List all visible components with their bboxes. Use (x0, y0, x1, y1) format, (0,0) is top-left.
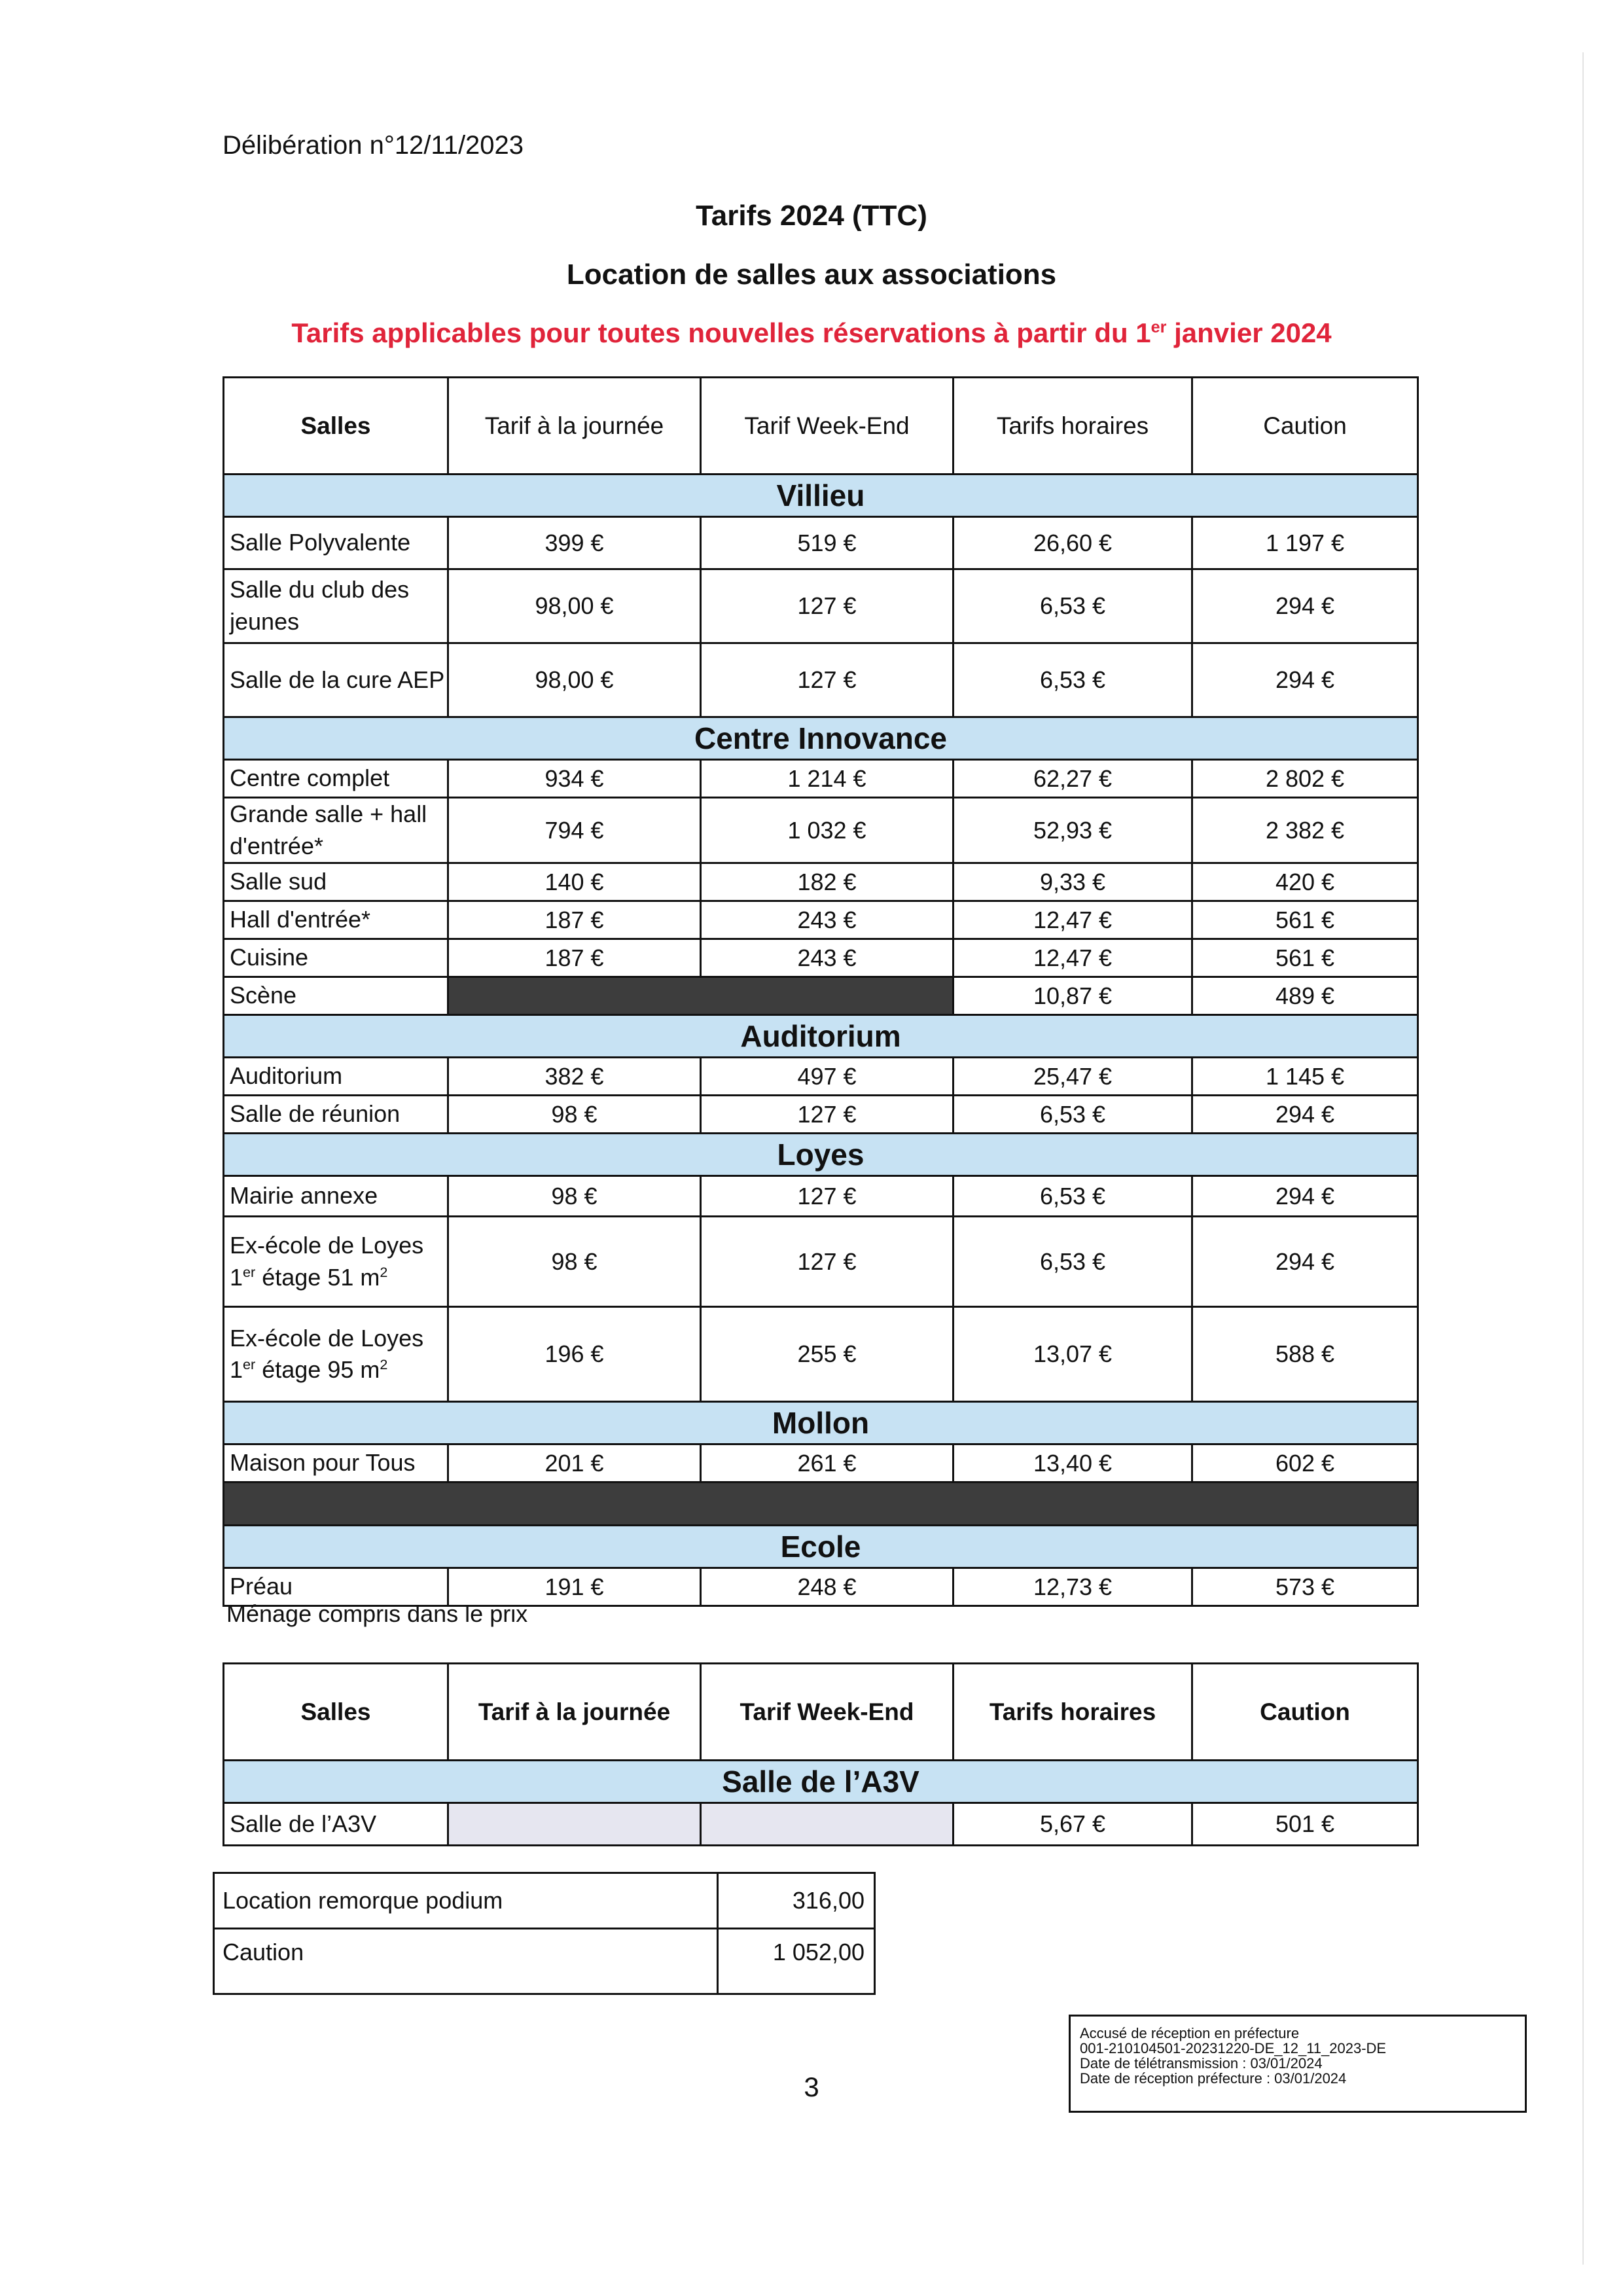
table-row (214, 1929, 875, 1994)
page-number: 3 (804, 2072, 819, 2102)
cell-horaire: 12,47 € (954, 901, 1192, 939)
cell-salle: Centre complet (224, 760, 448, 798)
cell-salle: Maison pour Tous (224, 1444, 448, 1482)
col-header-horaires: Tarifs horaires (954, 1664, 1192, 1761)
a3v-table (223, 1662, 1419, 1846)
table-row (224, 798, 1418, 863)
cell-weekend: 1 214 € (701, 760, 954, 798)
section-header-a3v: Salle de l’A3V (224, 1761, 1418, 1803)
cell-weekend: 127 € (701, 569, 954, 643)
table-row (224, 1803, 1418, 1846)
cell-salle: Auditorium (224, 1058, 448, 1096)
cell-weekend: 519 € (701, 517, 954, 569)
blacked-out-cell (224, 1482, 1418, 1526)
cell-journee: 201 € (448, 1444, 701, 1482)
table-row (224, 569, 1418, 643)
cell-caution: 2 382 € (1192, 798, 1418, 863)
cell-horaire: 5,67 € (954, 1803, 1192, 1846)
col-header-salles: Salles (224, 378, 448, 475)
cell-journee: 98,00 € (448, 643, 701, 717)
cell-horaire: 6,53 € (954, 1217, 1192, 1307)
table-row (224, 977, 1418, 1015)
cell-salle: Ex-école de Loyes 1er étage 95 $m^2$ (224, 1307, 448, 1402)
section-header-mollon: Mollon (224, 1402, 1418, 1444)
cell-caution: 420 € (1192, 863, 1418, 901)
table-header-row (224, 378, 1418, 475)
cell-journee: 191 € (448, 1568, 701, 1606)
cell-salle: Scène (224, 977, 448, 1015)
cell-journee (448, 1803, 701, 1846)
cell-salle: Salle Polyvalente (224, 517, 448, 569)
stamp-line: Date de réception préfecture : 03/01/2024 (1080, 2070, 1347, 2087)
cell-weekend: 248 € (701, 1568, 954, 1606)
cell-journee: 98 € (448, 1217, 701, 1307)
table-row (224, 1444, 1418, 1482)
blacked-out-row (224, 1482, 1418, 1526)
col-header-journee: Tarif à la journée (448, 378, 701, 475)
cell-caution: 294 € (1192, 1217, 1418, 1307)
remorque-caution-label: Caution (214, 1929, 718, 1994)
cell-weekend: 127 € (701, 1176, 954, 1217)
cell-caution: 561 € (1192, 901, 1418, 939)
cell-horaire: 12,73 € (954, 1568, 1192, 1606)
cell-weekend: 255 € (701, 1307, 954, 1402)
table-row (214, 1873, 875, 1929)
stamp-line: Date de télétransmission : 03/01/2024 (1080, 2055, 1323, 2072)
cell-caution: 1 145 € (1192, 1058, 1418, 1096)
remorque-label: Location remorque podium (214, 1873, 718, 1929)
col-header-journee: Tarif à la journée (448, 1664, 701, 1761)
stamp-line: 001-210104501-20231220-DE_12_11_2023-DE (1080, 2040, 1387, 2057)
cell-journee: 98 € (448, 1176, 701, 1217)
cell-caution: 501 € (1192, 1803, 1418, 1846)
tariff-table (223, 376, 1419, 1607)
cell-salle: Salle de la cure AEP (224, 643, 448, 717)
document-subtitle: Location de salles aux associations (566, 259, 1057, 291)
cell-weekend: 182 € (701, 863, 954, 901)
table-row (224, 1176, 1418, 1217)
cell-weekend: 127 € (701, 1096, 954, 1134)
cell-horaire: 9,33 € (954, 863, 1192, 901)
table-row (224, 1307, 1418, 1402)
cell-horaire: 10,87 € (954, 977, 1192, 1015)
cell-journee: 187 € (448, 939, 701, 977)
cell-weekend: 261 € (701, 1444, 954, 1482)
prefecture-receipt-stamp (1069, 2015, 1527, 2113)
document-title: Tarifs 2024 (TTC) (696, 200, 927, 232)
cell-horaire: 13,07 € (954, 1307, 1192, 1402)
cell-horaire: 62,27 € (954, 760, 1192, 798)
cell-caution: 561 € (1192, 939, 1418, 977)
cell-horaire: 25,47 € (954, 1058, 1192, 1096)
cell-salle: Hall d'entrée* (224, 901, 448, 939)
table-row (224, 760, 1418, 798)
section-header-centre-innovance: Centre Innovance (224, 717, 1418, 760)
cell-salle: Cuisine (224, 939, 448, 977)
cell-journee: 98,00 € (448, 569, 701, 643)
cell-weekend: 127 € (701, 1217, 954, 1307)
cell-salle: Salle de réunion (224, 1096, 448, 1134)
cell-weekend: 243 € (701, 939, 954, 977)
cell-salle: Grande salle + hall d'entrée* (224, 798, 448, 863)
table-row (224, 1217, 1418, 1307)
cell-horaire: 6,53 € (954, 1096, 1192, 1134)
cell-weekend: 243 € (701, 901, 954, 939)
cell-journee: 140 € (448, 863, 701, 901)
cell-horaire: 52,93 € (954, 798, 1192, 863)
cell-salle: Mairie annexe (224, 1176, 448, 1217)
remorque-table (213, 1872, 876, 1995)
table-row (224, 901, 1418, 939)
cell-journee: 382 € (448, 1058, 701, 1096)
cell-weekend: 127 € (701, 643, 954, 717)
section-header-auditorium: Auditorium (224, 1015, 1418, 1058)
cell-salle: Salle sud (224, 863, 448, 901)
cell-caution: 573 € (1192, 1568, 1418, 1606)
cell-horaire: 26,60 € (954, 517, 1192, 569)
cell-caution: 602 € (1192, 1444, 1418, 1482)
cell-weekend (701, 1803, 954, 1846)
cell-weekend: 497 € (701, 1058, 954, 1096)
cell-horaire: 6,53 € (954, 643, 1192, 717)
cell-journee: 399 € (448, 517, 701, 569)
table-row (224, 1058, 1418, 1096)
table-row (224, 863, 1418, 901)
cell-journee: 794 € (448, 798, 701, 863)
cell-caution: 2 802 € (1192, 760, 1418, 798)
cell-horaire: 12,47 € (954, 939, 1192, 977)
table-header-row (224, 1664, 1418, 1761)
stamp-line: Accusé de réception en préfecture (1080, 2025, 1300, 2041)
col-header-caution: Caution (1192, 378, 1418, 475)
table-row (224, 643, 1418, 717)
table-row (224, 1096, 1418, 1134)
cell-caution: 489 € (1192, 977, 1418, 1015)
cell-journee: 98 € (448, 1096, 701, 1134)
cell-caution: 294 € (1192, 643, 1418, 717)
cell-horaire: 6,53 € (954, 569, 1192, 643)
cell-caution: 1 197 € (1192, 517, 1418, 569)
col-header-weekend: Tarif Week-End (701, 378, 954, 475)
col-header-caution: Caution (1192, 1664, 1418, 1761)
section-header-loyes: Loyes (224, 1134, 1418, 1176)
deliberation-reference: Délibération n°12/11/2023 (223, 131, 524, 160)
section-header-villieu: Villieu (224, 475, 1418, 517)
cell-caution: 294 € (1192, 1096, 1418, 1134)
cell-journee: 196 € (448, 1307, 701, 1402)
remorque-value: 316,00 (718, 1873, 875, 1929)
cell-caution: 294 € (1192, 1176, 1418, 1217)
col-header-salles: Salles (224, 1664, 448, 1761)
col-header-horaires: Tarifs horaires (954, 378, 1192, 475)
cell-salle: Salle du club des jeunes (224, 569, 448, 643)
table-row (224, 939, 1418, 977)
cell-caution: 588 € (1192, 1307, 1418, 1402)
applicability-notice: Tarifs applicables pour toutes nouvelles réservations à partir du 1er janvier 2024 (291, 317, 1332, 348)
col-header-weekend: Tarif Week-End (701, 1664, 954, 1761)
cell-salle: Salle de l’A3V (224, 1803, 448, 1846)
cell-salle: Préau (224, 1568, 448, 1606)
cell-journee: 934 € (448, 760, 701, 798)
cell-unavailable (448, 977, 954, 1015)
section-header-ecole: Ecole (224, 1526, 1418, 1568)
scan-edge-line (1582, 52, 1584, 2265)
cell-caution: 294 € (1192, 569, 1418, 643)
cell-weekend: 1 032 € (701, 798, 954, 863)
footnote: Ménage compris dans le prix (226, 1600, 528, 1627)
cell-salle: Ex-école de Loyes 1er étage 51 $m^2$ (224, 1217, 448, 1307)
cell-horaire: 6,53 € (954, 1176, 1192, 1217)
cell-journee: 187 € (448, 901, 701, 939)
table-row (224, 517, 1418, 569)
remorque-caution-value: 1 052,00 (718, 1929, 875, 1994)
cell-horaire: 13,40 € (954, 1444, 1192, 1482)
